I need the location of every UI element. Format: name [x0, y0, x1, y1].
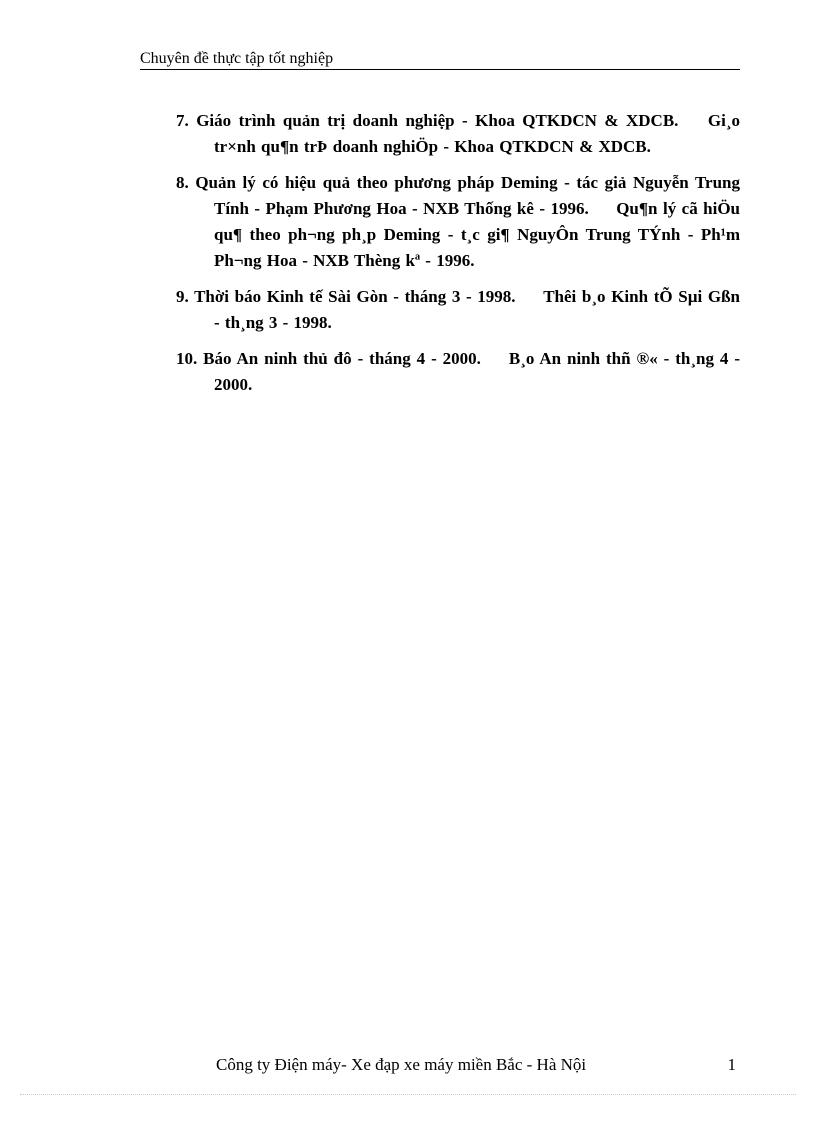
page-number: 1 [727, 1055, 736, 1074]
header-title: Chuyên đề thực tập tốt nghiệp [140, 50, 334, 67]
reference-text: 10. Báo An ninh thủ đô - tháng 4 - 2000. [176, 349, 481, 368]
reference-item [176, 108, 740, 160]
page-bottom-divider [20, 1094, 796, 1095]
reference-list [176, 108, 740, 408]
footer-text: Công ty Điện máy- Xe đạp xe máy miền Bắc - Hà Nội [216, 1055, 587, 1074]
reference-encoded-text: B¸o An ninh thñ ®« - th¸ng 4 - 2000. [214, 349, 740, 394]
reference-item [176, 170, 740, 274]
reference-item [176, 284, 740, 336]
reference-item [176, 346, 740, 398]
reference-encoded-text: Qu¶n lý cã hiÖu qu¶ theo ph¬ng ph¸p Deming - t¸c gi¶ NguyÔn Trung TÝnh - Ph¹m Ph¬ng Hoa - NXB Thèng kª - 1996. [214, 199, 741, 270]
reference-text: 7. Giáo trình quản trị doanh nghiệp - Khoa QTKDCN & XDCB. [176, 111, 679, 130]
page-header [140, 48, 740, 70]
page-footer [140, 1054, 740, 1078]
reference-encoded-text: Gi¸o tr×nh qu¶n trÞ doanh nghiÖp - Khoa QTKDCN & XDCB. [214, 111, 740, 156]
reference-text: 9. Thời báo Kinh tế Sài Gòn - tháng 3 - 1998. [176, 287, 516, 306]
reference-encoded-text: Thêi b¸o Kinh tÕ Sµi Gßn - th¸ng 3 - 1998. [214, 287, 740, 332]
reference-text: 8. Quản lý có hiệu quả theo phương pháp Deming - tác giả Nguyễn Trung Tính - Phạm Phương Hoa - NXB Thống kê - 1996. [176, 173, 740, 218]
